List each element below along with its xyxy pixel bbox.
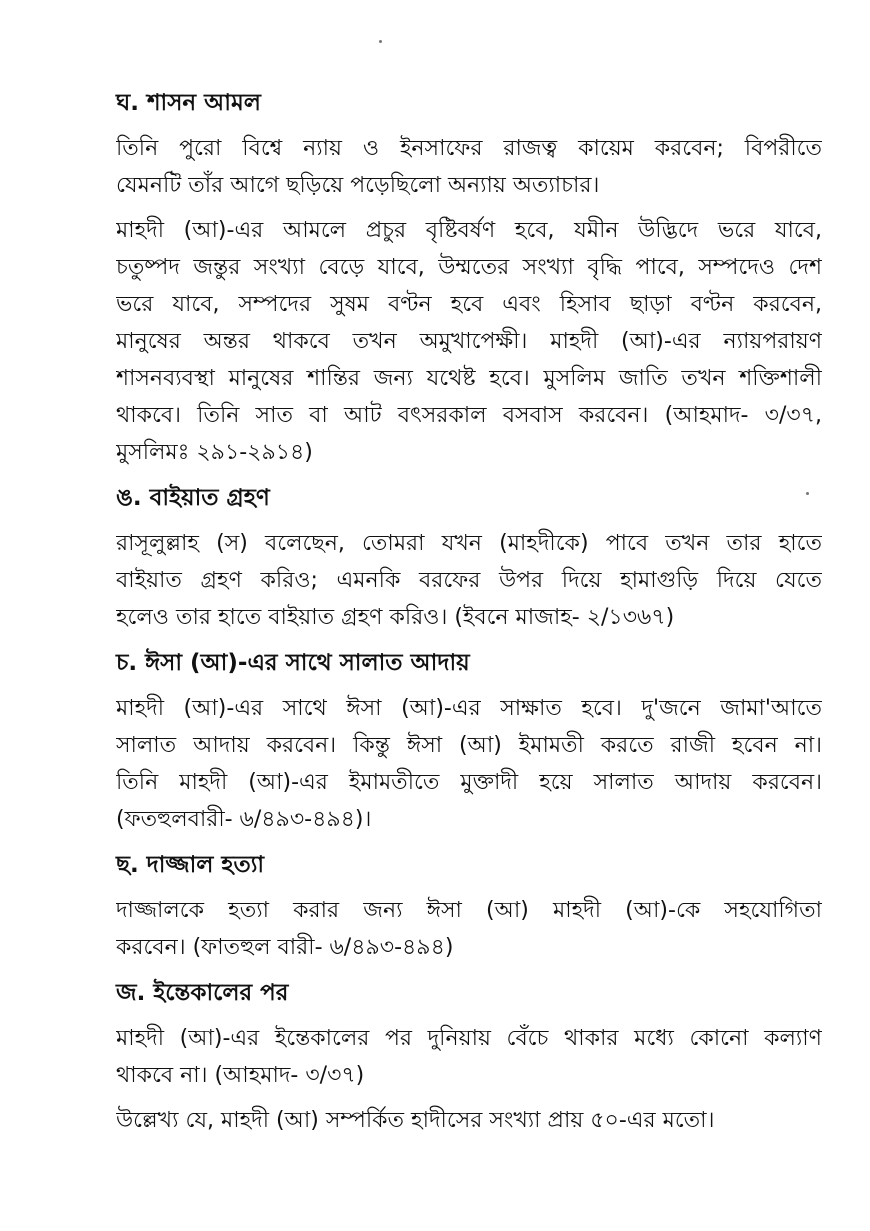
text-line: ভরে যাবে, সম্পদের সুষম বণ্টন হবে এবং হিসাব ছাড়া বণ্টন করবেন, — [116, 292, 822, 317]
section-after-death — [116, 976, 822, 1139]
section-governance — [116, 86, 822, 471]
text-line: দাজ্জালকে হত্যা করার জন্য ঈসা (আ) মাহদী (আ)-কে সহযোগিতা — [116, 898, 822, 923]
text-line: থাকবে না। (আহমাদ- ৩/৩৭) — [116, 1063, 365, 1088]
text-line: যেমনটি তাঁর আগে ছড়িয়ে পড়েছিলো অন্যায় অত্যাচার। — [116, 173, 600, 198]
paragraph — [116, 130, 822, 204]
section-heading: ঘ. শাসন আমল — [116, 90, 261, 116]
section-heading: ছ. দাজ্জাল হত্যা — [116, 852, 265, 878]
section-heading: ঙ. বাইয়াত গ্রহণ — [116, 485, 270, 511]
text-line: সালাত আদায় করবেন। কিন্তু ঈসা (আ) ইমামতী করতে রাজী হবেন না। — [116, 733, 822, 758]
text-line: তিনি পুরো বিশ্বে ন্যায় ও ইনসাফের রাজত্ব কায়েম করবেন; বিপরীতে — [116, 136, 822, 161]
paragraph — [116, 892, 822, 966]
text-line: থাকবে। তিনি সাত বা আট বৎসরকাল বসবাস করবেন। (আহমাদ- ৩/৩৭, — [116, 403, 822, 428]
text-line: হলেও তার হাতে বাইয়াত গ্রহণ করিও। (ইবনে মাজাহ- ২/১৩৬৭) — [116, 605, 675, 630]
text-line: মাহদী (আ)-এর সাথে ঈসা (আ)-এর সাক্ষাত হবে। দু'জনে জামা'আতে — [116, 696, 822, 721]
text-line: মাহদী (আ)-এর আমলে প্রচুর বৃষ্টিবর্ষণ হবে, যমীন উদ্ভিদে ভরে যাবে, — [116, 218, 822, 243]
scan-speck — [379, 40, 382, 43]
paragraph — [116, 525, 822, 636]
text-line: রাসূলুল্লাহ (স) বলেছেন, তোমরা যখন (মাহদীকে) পাবে তখন তার হাতে — [116, 531, 822, 556]
text-line: বাইয়াত গ্রহণ করিও; এমনকি বরফের উপর দিয়ে হামাগুড়ি দিয়ে যেতে — [116, 568, 822, 593]
text-line: উল্লেখ্য যে, মাহদী (আ) সম্পর্কিত হাদীসের সংখ্যা প্রায় ৫০-এর মতো। — [116, 1108, 715, 1133]
text-line: তিনি মাহদী (আ)-এর ইমামতীতে মুক্তাদী হয়ে সালাত আদায় করবেন। — [116, 770, 822, 795]
text-line: করবেন। (ফাতহুল বারী- ৬/৪৯৩-৪৯৪) — [116, 935, 454, 960]
paragraph — [116, 212, 822, 471]
document-page — [116, 86, 822, 1149]
text-line: মুসলিমঃ ২৯১-২৯১৪) — [116, 440, 313, 465]
text-line: শাসনব্যবস্থা মানুষের শান্তির জন্য যথেষ্ট হবে। মুসলিম জাতি তখন শক্তিশালী — [116, 366, 822, 391]
section-heading: চ. ঈসা (আ)-এর সাথে সালাত আদায় — [116, 650, 470, 676]
text-line: মাহদী (আ)-এর ইন্তেকালের পর দুনিয়ায় বেঁচে থাকার মধ্যে কোনো কল্যাণ — [116, 1026, 822, 1051]
section-salat-with-isa — [116, 646, 822, 838]
section-heading: জ. ইন্তেকালের পর — [116, 980, 289, 1006]
paragraph — [116, 690, 822, 838]
text-line: (ফতহুলবারী- ৬/৪৯৩-৪৯৪)। — [116, 807, 372, 832]
section-dajjal — [116, 848, 822, 966]
paragraph — [116, 1102, 822, 1139]
section-bayat — [116, 481, 822, 636]
text-line: চতুষ্পদ জন্তুর সংখ্যা বেড়ে যাবে, উম্মতের সংখ্যা বৃদ্ধি পাবে, সম্পদেও দেশ — [116, 255, 822, 280]
text-line: মানুষের অন্তর থাকবে তখন অমুখাপেক্ষী। মাহদী (আ)-এর ন্যায়পরায়ণ — [116, 329, 822, 354]
paragraph — [116, 1020, 822, 1094]
